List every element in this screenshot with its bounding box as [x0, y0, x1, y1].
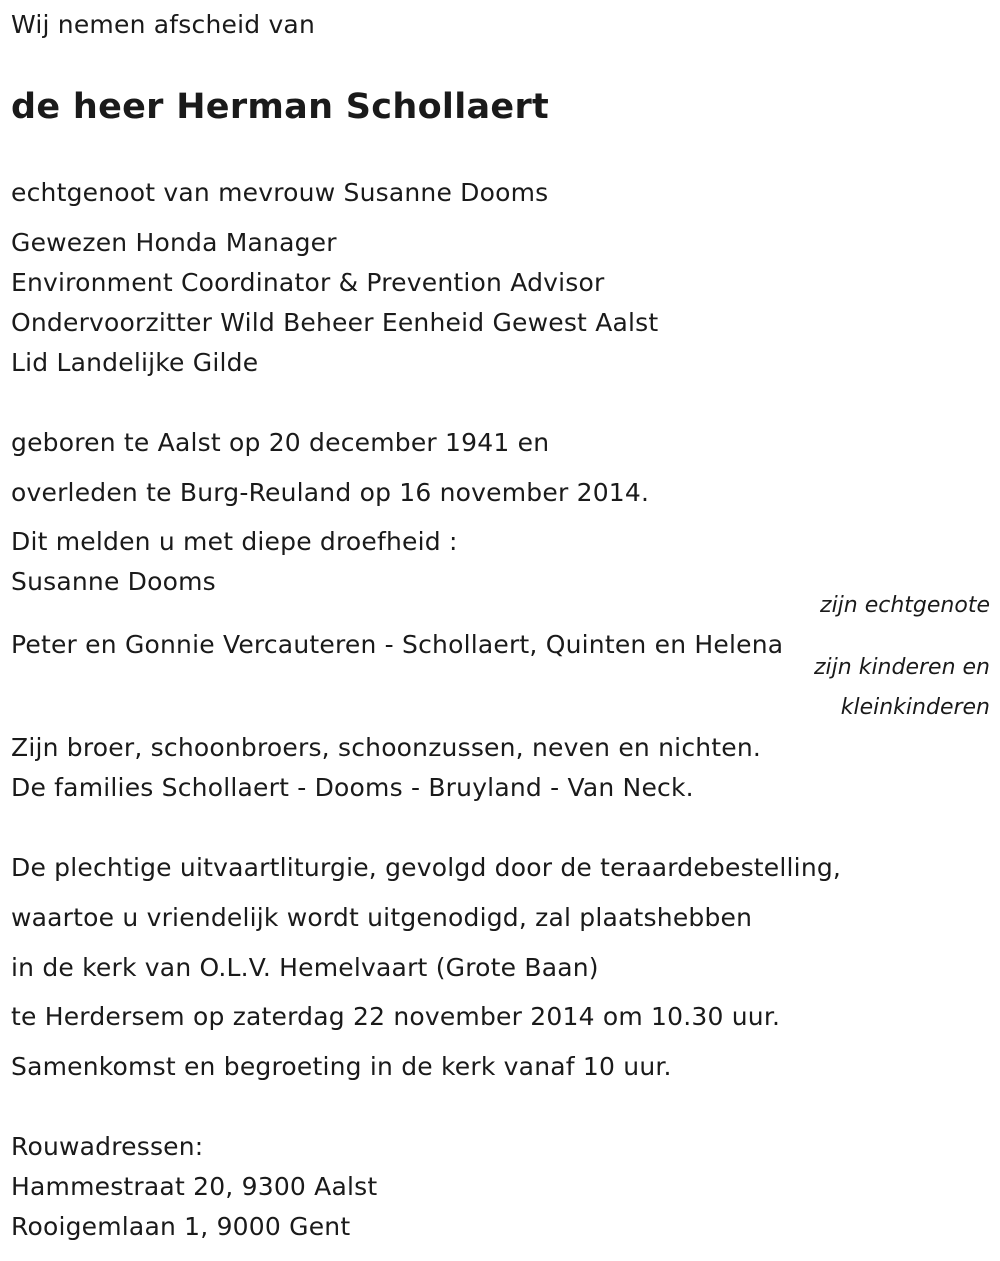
mourner-relation: zijn echtgenote [820, 593, 990, 618]
deceased-name: de heer Herman Schollaert [11, 87, 550, 127]
funeral-line: De plechtige uitvaartliturgie, gevolgd door de teraardebestelling, [11, 853, 842, 882]
announcement-line: Dit melden u met diepe droefheid : [11, 527, 458, 556]
title-line: Ondervoorzitter Wild Beheer Eenheid Gewest Aalst [11, 308, 659, 337]
title-line: Lid Landelijke Gilde [11, 348, 259, 377]
family-line: De families Schollaert - Dooms - Bruyland - Van Neck. [11, 773, 694, 802]
funeral-line: in de kerk van O.L.V. Hemelvaart (Grote Baan) [11, 953, 599, 982]
title-line: Gewezen Honda Manager [11, 228, 337, 257]
mourner-name: Peter en Gonnie Vercauteren - Schollaert, Quinten en Helena [11, 630, 784, 659]
spouse-line: echtgenoot van mevrouw Susanne Dooms [11, 178, 549, 207]
address-line: Rooigemlaan 1, 9000 Gent [11, 1212, 351, 1241]
mourner-name: Susanne Dooms [11, 567, 216, 596]
funeral-line: waartoe u vriendelijk wordt uitgenodigd, zal plaatshebben [11, 903, 753, 932]
mourner-relation: kleinkinderen [840, 695, 990, 720]
funeral-line: Samenkomst en begroeting in de kerk vanaf 10 uur. [11, 1052, 672, 1081]
funeral-line: te Herdersem op zaterdag 22 november 2014 om 10.30 uur. [11, 1002, 781, 1031]
address-line: Hammestraat 20, 9300 Aalst [11, 1172, 378, 1201]
family-line: Zijn broer, schoonbroers, schoonzussen, neven en nichten. [11, 733, 762, 762]
title-line: Environment Coordinator & Prevention Advisor [11, 268, 605, 297]
intro-text: Wij nemen afscheid van [11, 10, 315, 39]
addresses-heading: Rouwadressen: [11, 1132, 204, 1161]
birth-line: geboren te Aalst op 20 december 1941 en [11, 428, 550, 457]
death-line: overleden te Burg-Reuland op 16 november 2014. [11, 478, 650, 507]
mourner-relation: zijn kinderen en [814, 655, 990, 680]
